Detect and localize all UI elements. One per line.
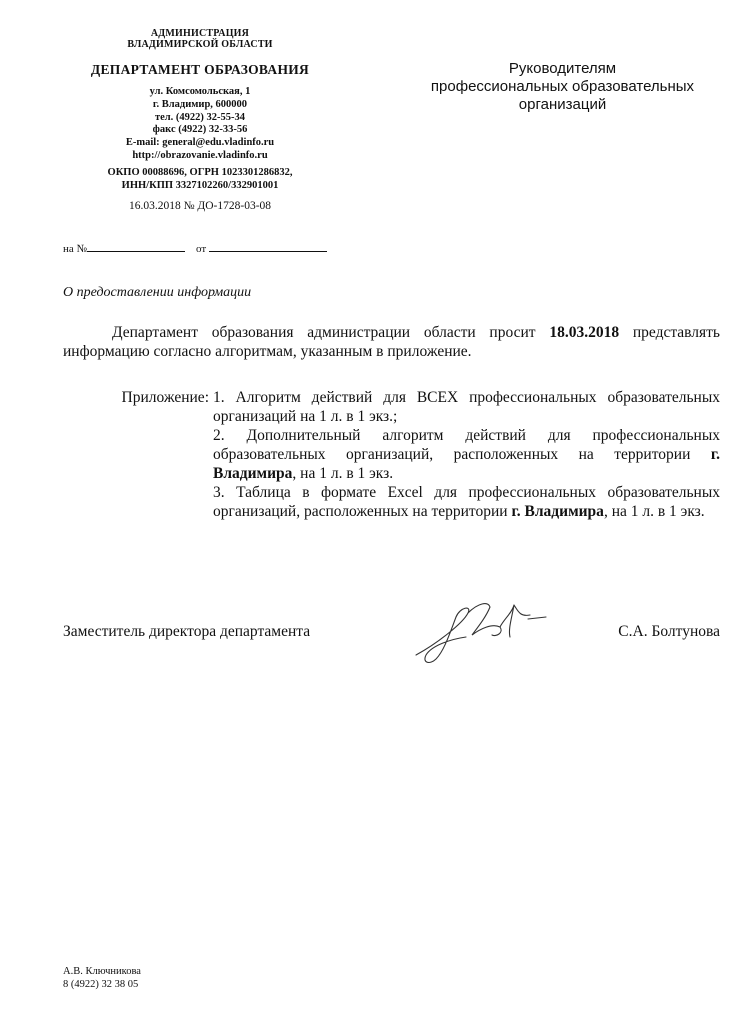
- recipient-block: [405, 60, 720, 114]
- appendix-item-2-tail: , на 1 л. в 1 экз.: [292, 465, 394, 482]
- appendix-item-3-tail: , на 1 л. в 1 экз.: [603, 503, 705, 520]
- appendix-item-3-text: 3. Таблица в формате Excel для профессиональных образовательных организаций, расположенных на территории: [213, 484, 720, 520]
- recipient-line-1: Руководителям: [508, 60, 617, 77]
- appendix-item-2-text: 2. Дополнительный алгоритм действий для профессиональных образовательных организаций, расположенных на территории: [213, 427, 720, 463]
- subject-line: О предоставлении информации: [63, 285, 252, 300]
- admin-line-1: АДМИНИСТРАЦИЯ: [150, 28, 250, 39]
- inn-kpp: ИНН/КПП 3327102260/332901001: [121, 179, 279, 191]
- appendix: [63, 388, 720, 521]
- phone: тел. (4922) 32-55-34: [154, 111, 246, 123]
- contact-block: [60, 86, 340, 163]
- handwritten-signature: [408, 593, 558, 668]
- appendix-item-3: [213, 483, 720, 521]
- na-blank: [87, 240, 185, 252]
- body-paragraph: [63, 323, 720, 361]
- outgoing-number: 16.03.2018 № ДО-1728-03-08: [128, 200, 272, 213]
- admin-line-2: ВЛАДИМИРСКОЙ ОБЛАСТИ: [127, 39, 273, 50]
- letterhead: [60, 28, 340, 212]
- website: http://obrazovanie.vladinfo.ru: [132, 149, 268, 161]
- body-date: 18.03.2018: [549, 324, 620, 341]
- appendix-item-1-text: 1. Алгоритм действий для ВСЕХ профессиональных образовательных организаций на 1 л. в 1 экз.;: [213, 389, 720, 425]
- recipient-line-3: организаций: [518, 96, 607, 113]
- appendix-item-2: [213, 426, 720, 483]
- address-street: ул. Комсомольская, 1: [149, 86, 251, 97]
- recipient-line-2: профессиональных образовательных: [430, 78, 695, 95]
- appendix-items: [213, 388, 720, 521]
- email: E-mail: general@edu.vladinfo.ru: [125, 137, 275, 149]
- registration-codes: [60, 167, 340, 193]
- body-text-after: представлять информацию согласно алгоритмам, указанным в приложение.: [63, 324, 720, 360]
- signatory-name: С.А. Болтунова: [618, 623, 720, 640]
- okpo-ogrn: ОКПО 00088696, ОГРН 1023301286832,: [107, 166, 293, 178]
- ot-blank: [209, 240, 327, 252]
- body-text-before: Департамент образования администрации области просит: [112, 324, 550, 341]
- ot-label: от: [196, 243, 207, 255]
- fax: факс (4922) 32-33-56: [152, 124, 248, 136]
- appendix-item-3-city: г. Владимира: [511, 503, 604, 520]
- executor-phone: 8 (4922) 32 38 05: [63, 979, 139, 990]
- department-name: ДЕПАРТАМЕНТ ОБРАЗОВАНИЯ: [90, 62, 310, 77]
- signatory-title: Заместитель директора департамента: [63, 623, 311, 640]
- appendix-item-2-city: г. Владимира: [213, 446, 720, 482]
- executor-name: А.В. Ключникова: [63, 966, 141, 977]
- na-label: на №: [63, 243, 88, 255]
- appendix-item-1: [213, 388, 720, 426]
- executor-block: [63, 965, 141, 991]
- appendix-label: Приложение:: [121, 389, 209, 406]
- address-city: г. Владимир, 600000: [152, 98, 248, 110]
- reference-line: [63, 240, 327, 255]
